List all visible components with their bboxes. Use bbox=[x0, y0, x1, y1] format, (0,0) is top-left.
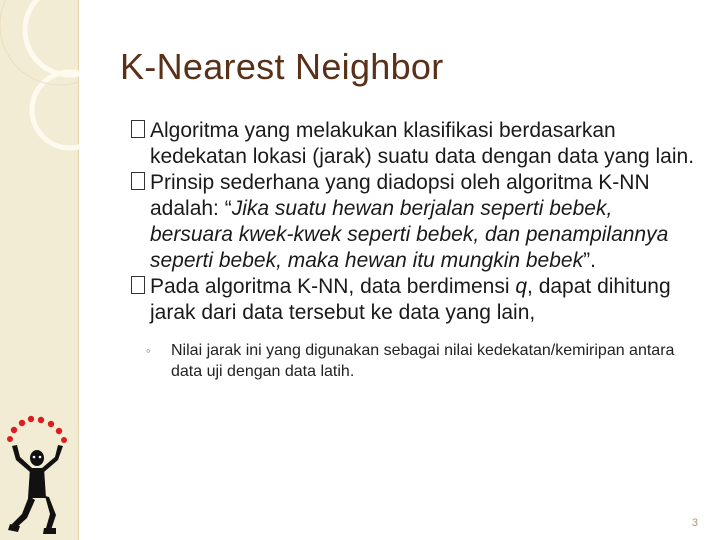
bullet-2 bbox=[131, 170, 701, 274]
bullet-3-prefix: Pada algoritma K-NN, data berdimensi bbox=[150, 275, 516, 298]
bullet-2-prefix: Prinsip sederhana yang diadopsi oleh algoritma K-NN adalah: bbox=[150, 171, 650, 220]
bullet-box-icon bbox=[131, 172, 145, 190]
sub-bullet-1 bbox=[131, 340, 701, 382]
bullet-3-variable: q bbox=[515, 275, 528, 298]
bullet-2-open-quote: “ bbox=[224, 197, 232, 220]
page-number: 3 bbox=[691, 517, 698, 529]
slide-title: K-Nearest Neighbor bbox=[120, 46, 444, 87]
sub-bullet-circle-icon: ◦ bbox=[146, 343, 151, 358]
bullet-2-quote: Jika suatu hewan berjalan seperti bebek, bersuara kwek-kwek seperti bebek, dan penampilannya seperti bebek, maka hewan itu mungkin bebek bbox=[150, 197, 669, 272]
bullet-3 bbox=[131, 274, 701, 326]
bullet-box-icon bbox=[131, 120, 145, 138]
juggler-clipart-icon bbox=[0, 414, 80, 540]
bullet-1 bbox=[131, 118, 701, 170]
sub-bullet-text: Nilai jarak ini yang digunakan sebagai nilai kedekatan/kemiripan antara data uji dengan data latih. bbox=[171, 342, 675, 380]
bullet-1-text: Algoritma yang melakukan klasifikasi berdasarkan kedekatan lokasi (jarak) suatu data dengan data yang lain. bbox=[150, 119, 695, 168]
bullet-box-icon bbox=[131, 276, 145, 294]
bullet-3-suffix: , dapat dihitung jarak dari data tersebut ke data yang lain, bbox=[150, 275, 671, 324]
slide-content bbox=[131, 118, 701, 382]
bullet-2-suffix: ”. bbox=[583, 249, 596, 272]
